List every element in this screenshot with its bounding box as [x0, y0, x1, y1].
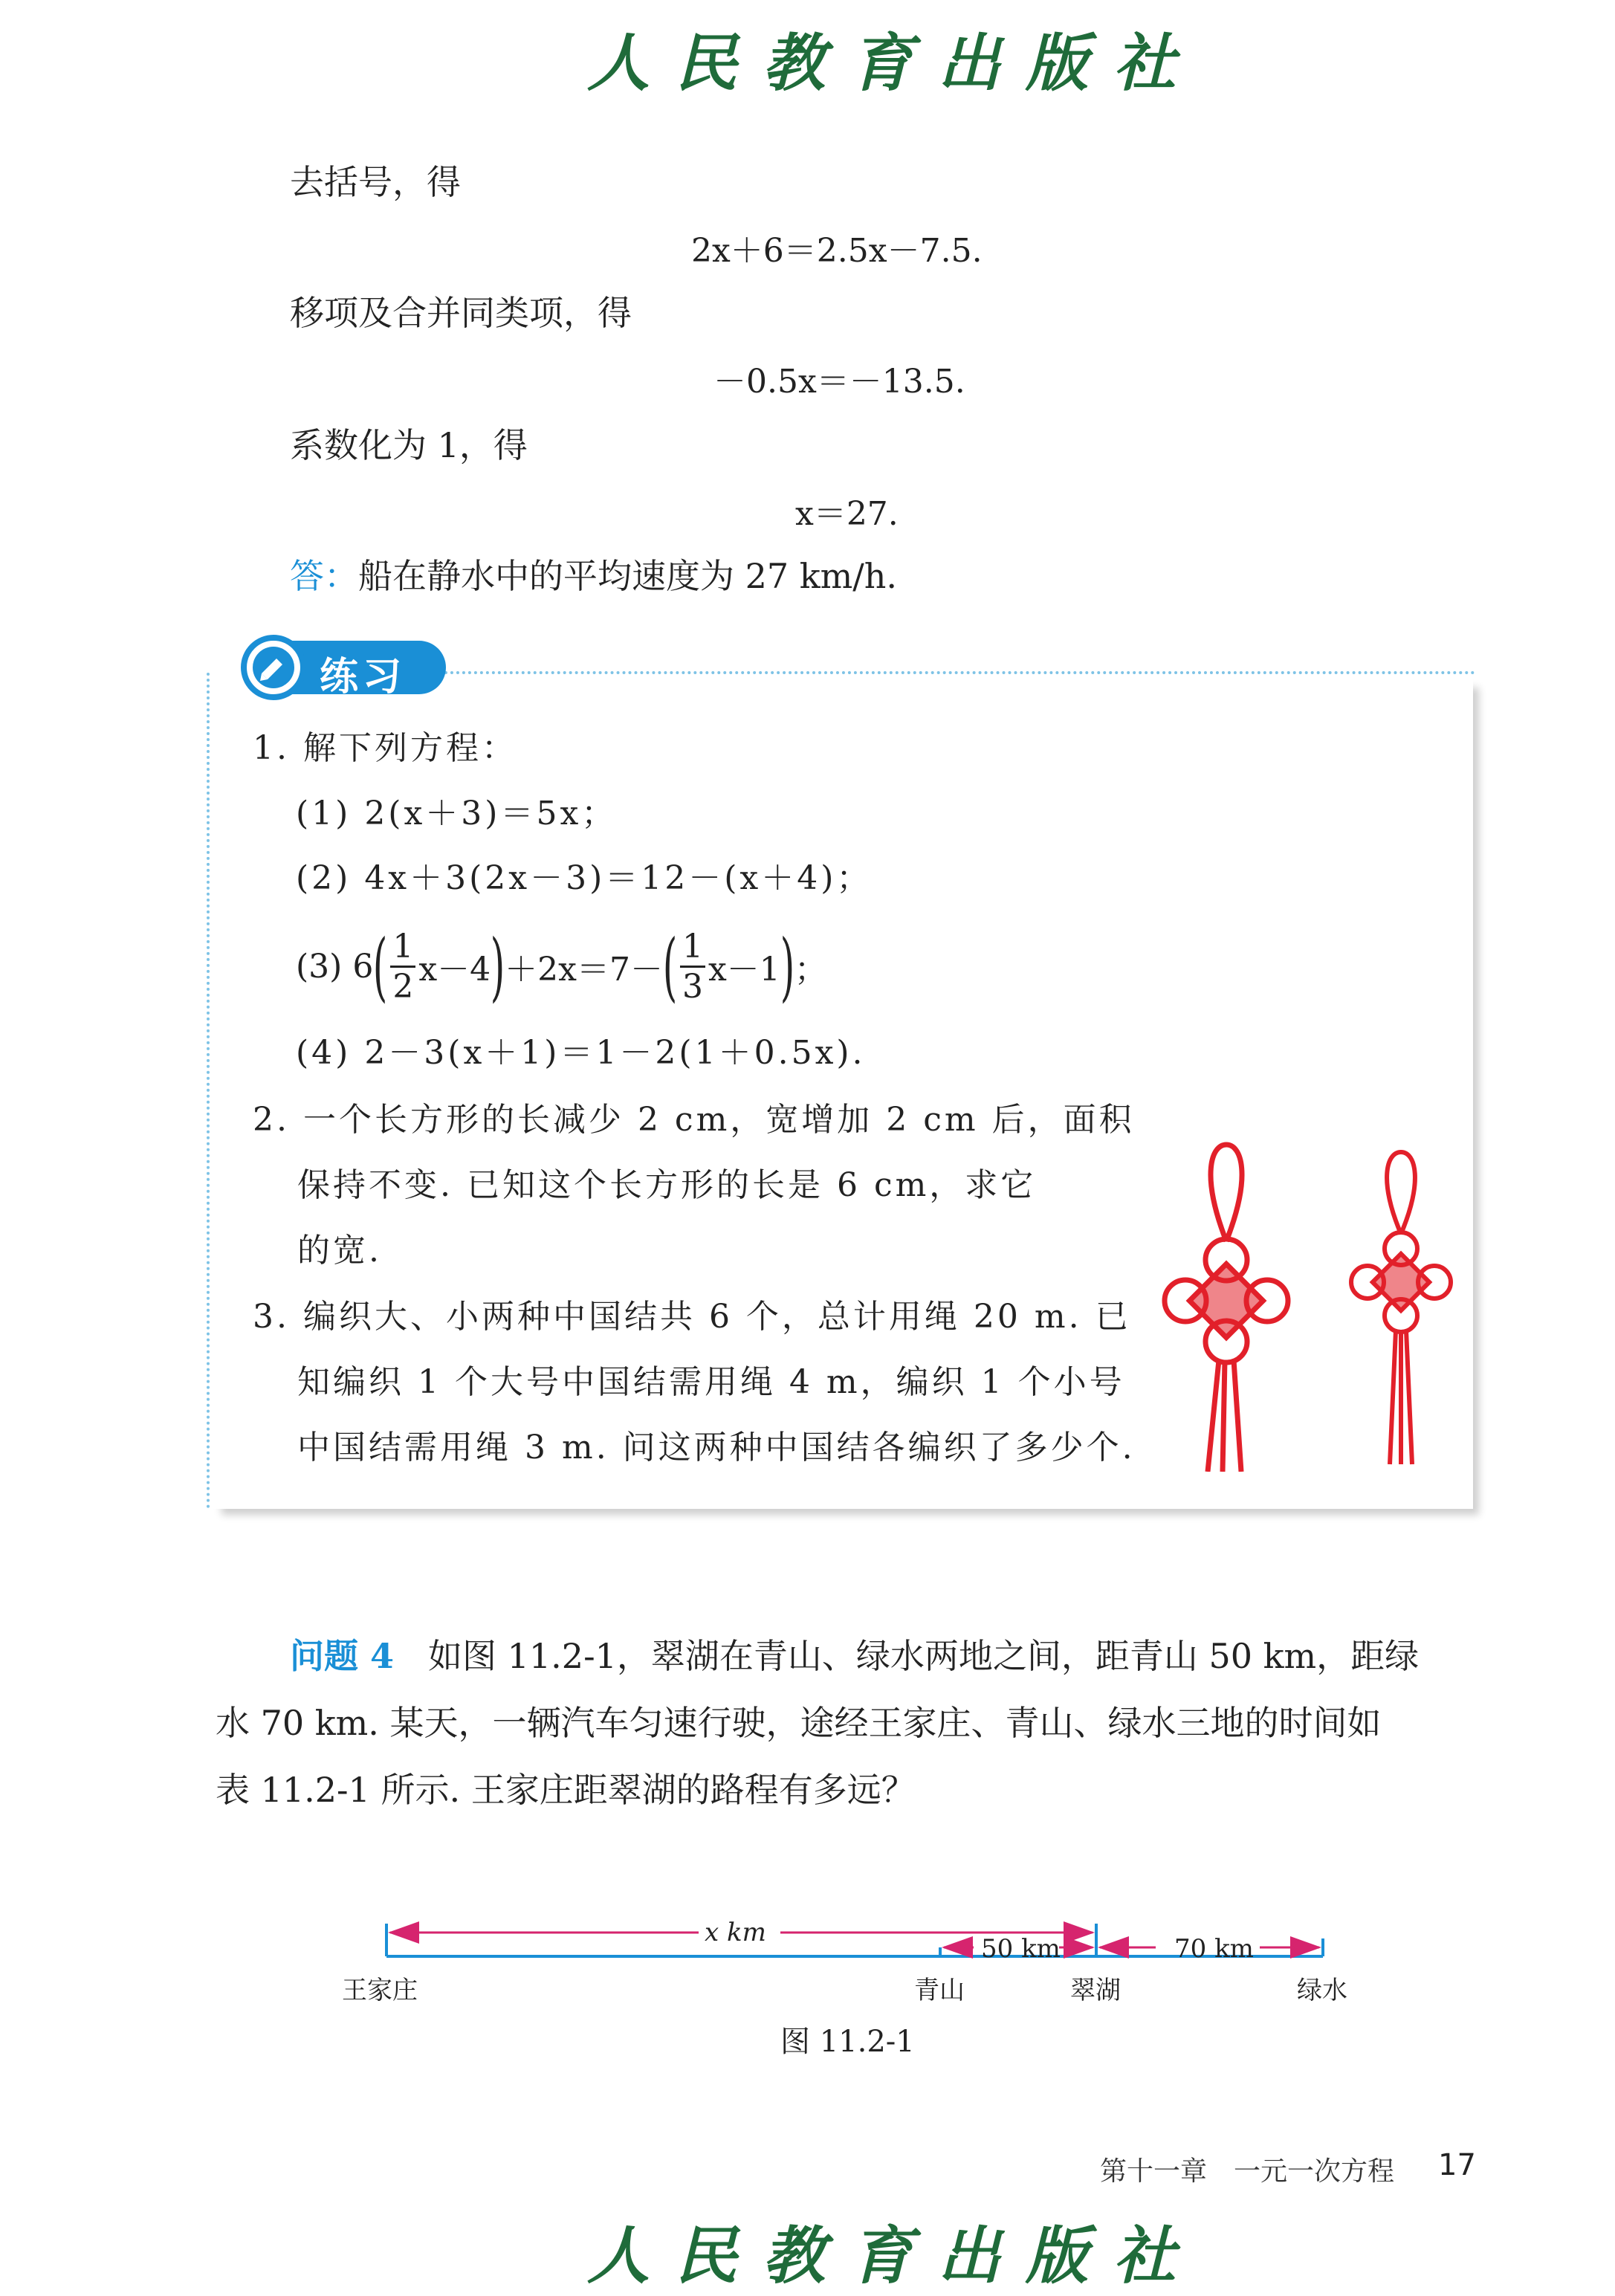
figure-seg70-label: 70 km [1174, 1934, 1254, 1964]
practice-q2-line-1: 2. 一个长方形的长减少 2 cm，宽增加 2 cm 后，面积 [253, 1101, 1135, 1139]
problem4-line-3: 表 11.2-1 所示. 王家庄距翠湖的路程有多远？ [216, 1770, 916, 1810]
answer-label: 答： [290, 556, 358, 596]
practice-q1-item-4: (4) 2－3(x＋1)＝1－2(1＋0.5x). [296, 1034, 866, 1072]
problem4-text-1: 如图 11.2-1，翠湖在青山、绿水两地之间，距青山 50 km，距绿 [428, 1636, 1420, 1676]
figure-seg50-label: 50 km [981, 1934, 1061, 1964]
practice-q2-line-2: 保持不变. 已知这个长方形的长是 6 cm，求它 [297, 1166, 1037, 1204]
solution-step3-equation: x＝27. [795, 495, 899, 533]
practice-q2-line-3: 的宽. [297, 1232, 382, 1270]
solution-step2-text: 移项及合并同类项，得 [290, 293, 632, 333]
figure-place-qingshan: 青山 [914, 1976, 965, 2005]
solution-step3-text: 系数化为 1，得 [290, 425, 528, 465]
practice-pencil-icon [239, 633, 308, 702]
chinese-knot-large [1165, 1145, 1288, 1472]
q1-3-prefix: (3) 6 [296, 947, 374, 986]
q1-3-mid2: ＋2x＝7－ [505, 951, 663, 989]
publisher-watermark-bottom: 人民教育出版社 [587, 2219, 1202, 2292]
footer-chapter: 第十一章 一元一次方程 [1100, 2156, 1395, 2187]
chinese-knot-small [1351, 1152, 1451, 1464]
chinese-knots-illustration [1130, 1130, 1472, 1472]
solution-step1-text: 去括号，得 [290, 162, 461, 202]
q1-3-mid3: x－1 [708, 951, 780, 989]
figure-place-lvshui: 绿水 [1297, 1976, 1347, 2005]
practice-q1-item-1: (1) 2(x＋3)＝5x； [296, 795, 618, 832]
answer-line [290, 556, 898, 596]
problem4-line-1 [290, 1636, 1420, 1676]
problem4-line-2: 水 70 km. 某天，一辆汽车匀速行驶，途经王家庄、青山、绿水三地的时间如 [216, 1703, 1382, 1743]
fraction-numerator: 1 [392, 927, 414, 966]
paren-close: ) [490, 922, 505, 1010]
practice-q3-line-3: 中国结需用绳 3 m. 问这两种中国结各编织了多少个. [297, 1429, 1136, 1466]
solution-step1-equation: 2x＋6＝2.5x－7.5. [691, 232, 983, 270]
fraction-one-half [390, 928, 415, 1006]
figure-place-wangjiazhuang: 王家庄 [342, 1976, 418, 2005]
fraction-numerator: 1 [682, 927, 703, 966]
paren-open-2: ( [662, 922, 678, 1010]
fraction-denominator: 2 [392, 967, 414, 1006]
paren-open: ( [373, 922, 388, 1010]
solution-step2-equation: －0.5x＝－13.5. [713, 363, 965, 401]
q1-3-mid1: x－4 [418, 951, 491, 989]
practice-q1-title: 1. 解下列方程： [253, 729, 517, 767]
practice-box-top-border [438, 671, 1475, 674]
practice-q3-line-2: 知编织 1 个大号中国结需用绳 4 m，编织 1 个小号 [297, 1363, 1125, 1401]
page-number: 17 [1438, 2148, 1476, 2182]
answer-text: 船在静水中的平均速度为 27 km/h. [358, 556, 898, 596]
figure-caption: 图 11.2-1 [780, 2025, 915, 2059]
problem4-label: 问题 4 [290, 1636, 395, 1676]
practice-title: 练习 [320, 655, 407, 699]
fraction-one-third [680, 928, 705, 1006]
practice-q1-item-3 [296, 922, 827, 1011]
figure-place-cuihu: 翠湖 [1070, 1976, 1121, 2005]
figure-x-label: x km [705, 1918, 766, 1947]
publisher-watermark-top: 人民教育出版社 [587, 26, 1202, 100]
fraction-denominator: 3 [682, 967, 703, 1006]
practice-q3-line-1: 3. 编织大、小两种中国结共 6 个，总计用绳 20 m. 已 [253, 1298, 1131, 1336]
practice-q1-item-2: (2) 4x＋3(2x－3)＝12－(x＋4)； [296, 859, 873, 897]
paren-close-2: ) [780, 922, 795, 1010]
q1-3-end: ； [794, 951, 827, 989]
